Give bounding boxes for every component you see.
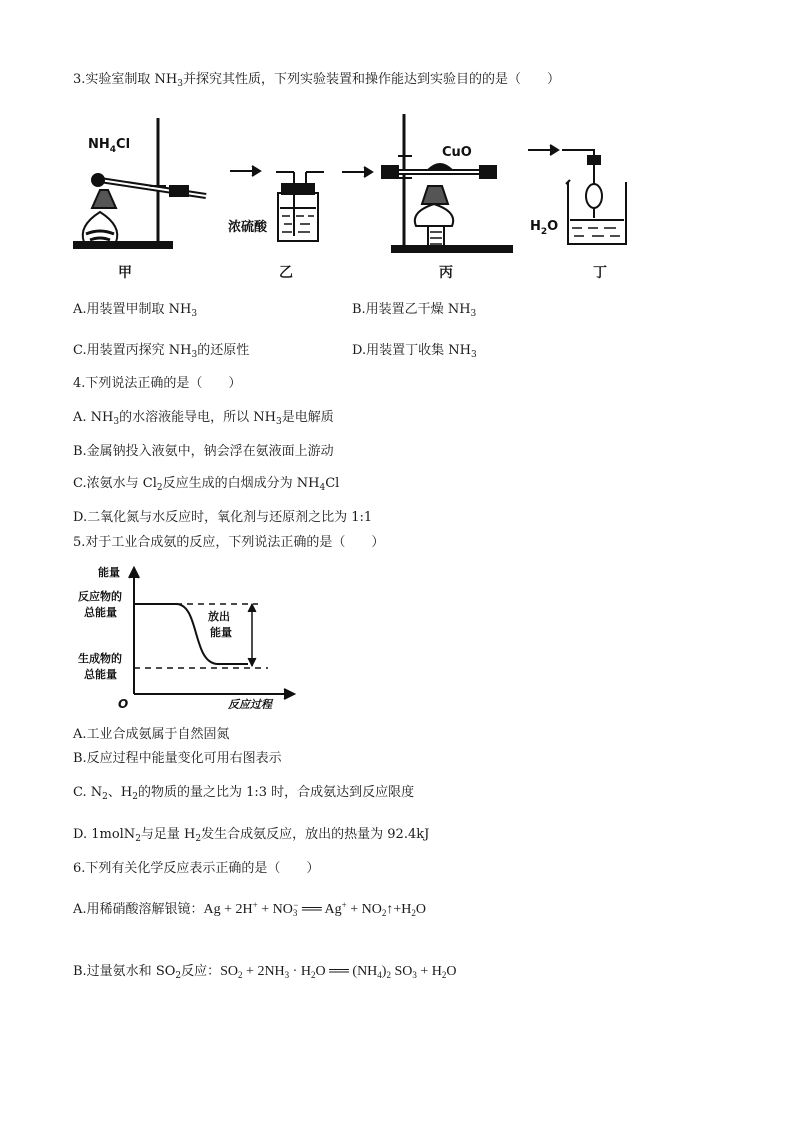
energy-diagram [72, 562, 298, 712]
products-label-2: 总能量 [84, 668, 117, 681]
caption-jia: 甲 [118, 265, 132, 281]
q5-stem: 5.对于工业合成氨的反应，下列说法正确的是（ ） [73, 535, 385, 550]
products-label-1: 生成物的 [78, 652, 122, 665]
q4-option-d: D.二氧化氮与水反应时，氧化剂与还原剂之比为 1:1 [73, 510, 373, 525]
q3-stem: 3.实验室制取 $NH_3$并探究其性质，下列实验装置和操作能达到实验目的的是（ ） [73, 72, 560, 89]
q6-option-b: B.过量氨水和 $SO_2$反应：$SO_2 + 2NH_3 \cdot H_2O$ ══ $(NH_4)_2$ $SO_3 + H_2O$ [73, 964, 457, 981]
caption-ding: 丁 [593, 265, 607, 281]
y-axis-label: 能量 [98, 566, 120, 579]
q6-stem: 6.下列有关化学反应表示正确的是（ ） [73, 861, 320, 876]
apparatus-bing [342, 114, 512, 252]
q4-option-c: C.浓氨水与 $Cl_2$反应生成的白烟成分为 $NH_4Cl$ [73, 476, 340, 493]
q3-option-a: A.用装置甲制取 $NH_3$ [73, 302, 198, 319]
release-label-1: 放出 [208, 610, 230, 623]
q6-option-a: A.用稀硝酸溶解银镜：$Ag + 2H^+ + NO_3^-$ ══ $Ag^+ + NO_2↑+H_2O$ [73, 900, 426, 918]
q5-option-d: D. 1molN$_2$与足量 $H_2$发生合成氨反应，放出的热量为 92.4kJ [73, 827, 430, 844]
apparatus-figure [70, 108, 670, 278]
reactants-label-2: 总能量 [84, 606, 117, 619]
cuo-label: CuO [442, 145, 472, 160]
nh4cl-label: $NH_4Cl$ [88, 137, 131, 155]
q4-option-b: B.金属钠投入液氨中，钠会浮在氨液面上游动 [73, 444, 334, 459]
reactants-label-1: 反应物的 [78, 590, 122, 603]
q3-option-b: B.用装置乙干燥 $NH_3$ [352, 302, 477, 319]
q4-option-a: A. $NH_3$的水溶液能导电，所以 $NH_3$是电解质 [73, 410, 334, 427]
q5-option-a: A.工业合成氨属于自然固氮 [73, 727, 230, 742]
q5-option-b: B.反应过程中能量变化可用右图表示 [73, 751, 282, 766]
q5-option-c: C. $N_2$、$H_2$的物质的量之比为 1:3 时，合成氨达到反应限度 [73, 785, 415, 802]
q4-stem: 4.下列说法正确的是（ ） [73, 376, 242, 391]
acid-label: 浓硫酸 [228, 220, 268, 235]
caption-bing: 丙 [439, 265, 453, 281]
q3-option-c: C.用装置丙探究 $NH_3$的还原性 [73, 343, 250, 360]
caption-yi: 乙 [279, 265, 293, 281]
release-label-2: 能量 [210, 626, 232, 639]
h2o-label: $H_2O$ [530, 219, 559, 237]
origin-label: O [118, 697, 129, 711]
q3-option-d: D.用装置丁收集 $NH_3$ [352, 343, 477, 360]
x-axis-label: 反应过程 [228, 698, 272, 711]
